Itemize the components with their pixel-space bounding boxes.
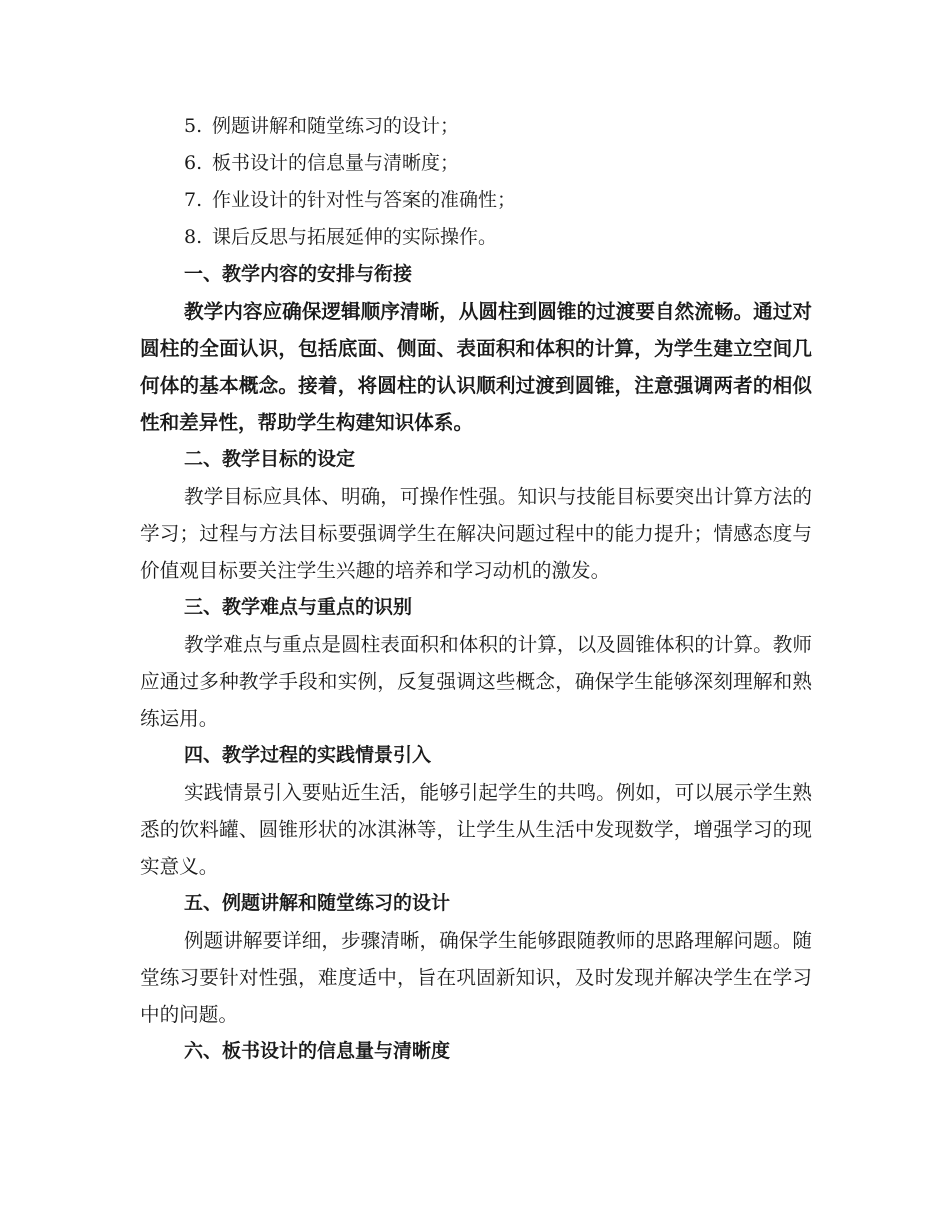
list-item-number: 6. (184, 152, 203, 174)
section-practice-scenario (140, 737, 812, 885)
section-heading: 一、教学内容的安排与衔接 (184, 263, 413, 285)
list-item-number: 5. (184, 115, 203, 137)
list-item-text: 例题讲解和随堂练习的设计； (212, 115, 460, 137)
list-item-text: 作业设计的针对性与答案的准确性； (212, 189, 517, 211)
section-body: 例题讲解要详细，步骤清晰，确保学生能够跟随教师的思路理解问题。随堂练习要针对性强，难度适中，旨在巩固新知识，及时发现并解决学生在学习中的问题。 (140, 929, 812, 1026)
section-examples-exercises (140, 885, 812, 1033)
section-heading: 六、板书设计的信息量与清晰度 (184, 1040, 451, 1062)
section-teaching-goals (140, 441, 812, 589)
section-heading: 二、教学目标的设定 (184, 448, 356, 470)
section-heading: 四、教学过程的实践情景引入 (184, 744, 432, 766)
list-item-text: 课后反思与拓展延伸的实际操作。 (212, 226, 498, 248)
list-item (140, 145, 812, 182)
list-item (140, 219, 812, 256)
list-item-number: 8. (184, 226, 203, 248)
section-body: 实践情景引入要贴近生活，能够引起学生的共鸣。例如，可以展示学生熟悉的饮料罐、圆锥形状的冰淇淋等，让学生从生活中发现数学，增强学习的现实意义。 (140, 781, 812, 878)
section-heading: 五、例题讲解和随堂练习的设计 (184, 892, 451, 914)
section-body: 教学内容应确保逻辑顺序清晰，从圆柱到圆锥的过渡要自然流畅。通过对圆柱的全面认识，包括底面、侧面、表面积和体积的计算，为学生建立空间几何体的基本概念。接着，将圆柱的认识顺利过渡到圆锥，注意强调两者的相似性和差异性，帮助学生构建知识体系。 (140, 300, 812, 434)
list-item (140, 108, 812, 145)
list-item-text: 板书设计的信息量与清晰度； (212, 152, 460, 174)
document-page (140, 108, 812, 1070)
section-key-difficulties (140, 589, 812, 737)
list-item (140, 182, 812, 219)
section-heading: 三、教学难点与重点的识别 (184, 596, 413, 618)
section-content-arrangement (140, 256, 812, 441)
section-body: 教学难点与重点是圆柱表面积和体积的计算，以及圆锥体积的计算。教师应通过多种教学手段和实例，反复强调这些概念，确保学生能够深刻理解和熟练运用。 (140, 633, 812, 730)
list-item-number: 7. (184, 189, 203, 211)
section-body: 教学目标应具体、明确，可操作性强。知识与技能目标要突出计算方法的学习；过程与方法目标要强调学生在解决问题过程中的能力提升；情感态度与价值观目标要关注学生兴趣的培养和学习动机的激发。 (140, 485, 812, 582)
section-blackboard-design (140, 1033, 812, 1070)
outline-list (140, 108, 812, 256)
